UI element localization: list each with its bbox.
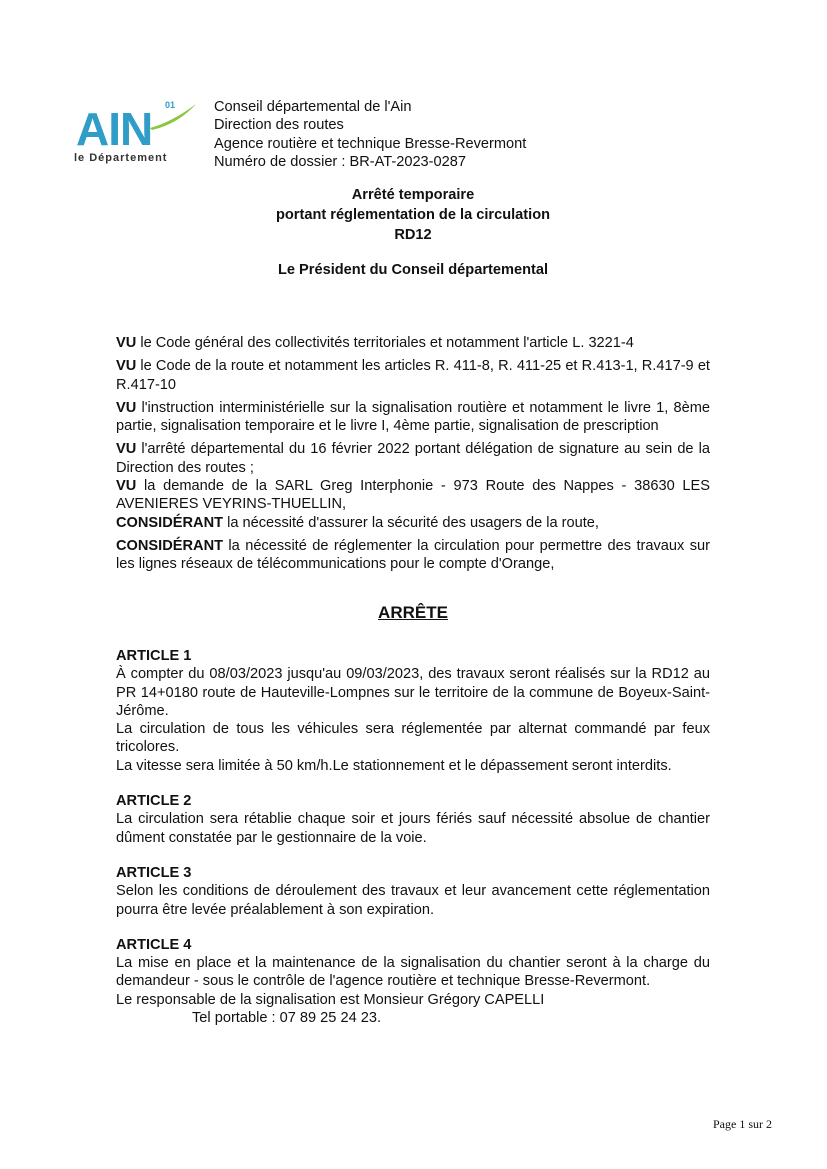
articles [116, 647, 710, 1044]
visa: VU le Code général des collectivités territoriales et notamment l'article L. 3221-4 [116, 335, 634, 351]
article-text: La mise en place et la maintenance de la signalisation du chantier seront à la charge du demandeur - sous le contrôle de l'agence routière et technique Bresse-Revermont. [116, 955, 710, 990]
article-text: La circulation de tous les véhicules sera réglementée par alternat commandé par feux tricolores. [116, 721, 710, 756]
phone-number: Tel portable : 07 89 25 24 23. [192, 1010, 382, 1027]
article-text: La circulation sera rétablie chaque soir et jours fériés sauf nécessité absolue de chantier dûment constatée par le gestionnaire de la voie. [116, 811, 710, 846]
dossier-number: Numéro de dossier : BR-AT-2023-0287 [214, 153, 466, 170]
article-title: ARTICLE 2 [116, 793, 192, 810]
article-text: Selon les conditions de déroulement des travaux et leur avancement cette réglementation pourra être levée préalablement à son expiration. [116, 883, 710, 918]
letterhead-line: Agence routière et technique Bresse-Revermont [214, 135, 527, 152]
logo-text: AIN [76, 103, 153, 155]
letterhead-line: Direction des routes [214, 117, 344, 134]
article-2 [116, 792, 710, 847]
title-line: Arrêté temporaire [351, 187, 475, 203]
title-line: portant réglementation de la circulation [275, 207, 551, 223]
visa: VU l'arrêté départemental du 16 février 2022 portant délégation de signature au sein de la Direction des routes ; [116, 441, 710, 476]
visas [116, 334, 710, 579]
road-name: RD12 [394, 227, 432, 243]
document-title [116, 185, 710, 245]
letterhead-line: Conseil départemental de l'Ain [214, 99, 412, 115]
logo-number: 01 [165, 100, 176, 110]
article-text: La vitesse sera limitée à 50 km/h.Le stationnement et le dépassement seront interdits. [116, 757, 672, 774]
article-4 [116, 936, 710, 1027]
article-text: Le responsable de la signalisation est Monsieur Grégory CAPELLI [116, 991, 545, 1008]
page-number: Page 1 sur 2 [713, 1117, 772, 1131]
visa: VU la demande de la SARL Greg Interphonie - 973 Route des Nappes - 38630 LES AVENIERES VEYRINS-THUELLIN, [116, 478, 710, 513]
visa: VU l'instruction interministérielle sur la signalisation routière et notamment le livre 1, 8ème partie, signalisation temporaire et le livre I, 4ème partie, signalisation de prescription [116, 399, 710, 435]
article-title: ARTICLE 1 [116, 648, 192, 664]
article-text: À compter du 08/03/2023 jusqu'au 09/03/2023, des travaux seront réalisés sur la RD12 au PR 14+0180 route de Hauteville-Lompnes sur le territoire de la commune de Boyeux-Saint-Jérôme. [116, 666, 710, 719]
arrete-heading: ARRÊTE [378, 603, 448, 622]
article-1 [116, 647, 710, 775]
article-title: ARTICLE 3 [116, 864, 192, 881]
ain-department-logo [72, 100, 182, 170]
considerant: CONSIDÉRANT la nécessité de réglementer la circulation pour permettre des travaux sur les lignes réseaux de télécommunications pour le compte d'Orange, [116, 537, 710, 573]
article-3 [116, 864, 710, 919]
considerant: CONSIDÉRANT la nécessité d'assurer la sécurité des usagers de la route, [116, 514, 599, 531]
article-title: ARTICLE 4 [116, 936, 192, 953]
authority: Le Président du Conseil départemental [277, 262, 549, 278]
logo-subtitle: le Département [74, 152, 168, 164]
visa: VU le Code de la route et notamment les articles R. 411-8, R. 411-25 et R.413-1, R.417-9 et R.417-10 [116, 358, 710, 393]
letterhead [214, 98, 526, 171]
